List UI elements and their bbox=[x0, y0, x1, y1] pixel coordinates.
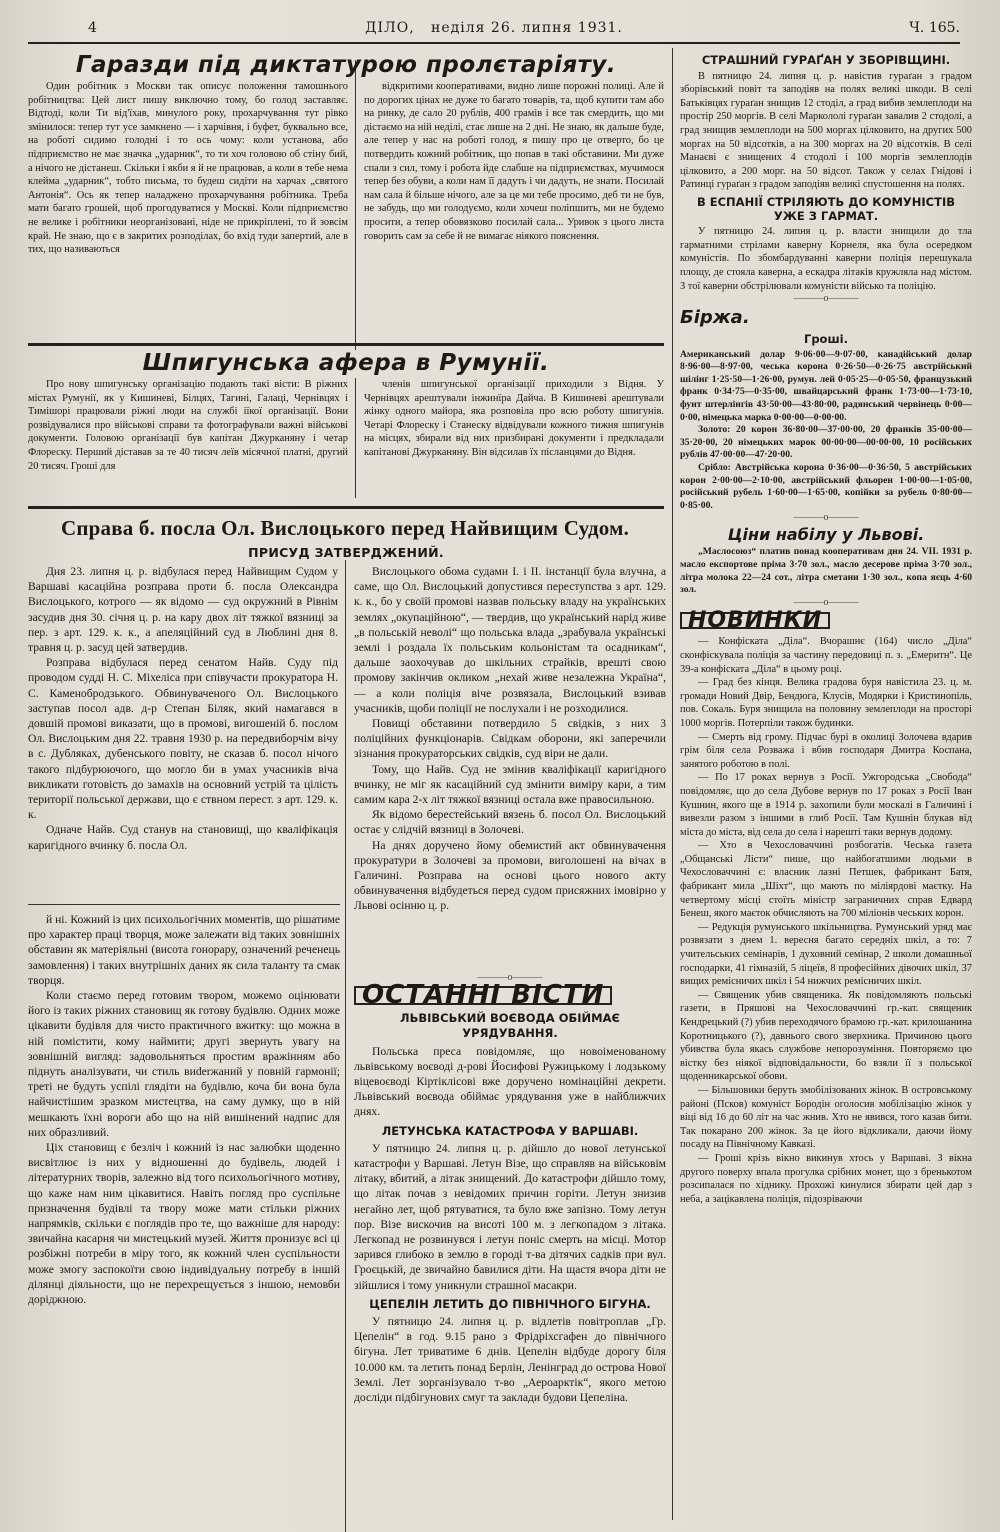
rule-3 bbox=[28, 904, 340, 905]
article-court-p8: На днях доручено йому обемистий акт обвинувачення прокуратури в Золочеві за промови, виголошені на вічах в Галичині. Розправа на основі цього нового акту обвинувачення відбудеться перед судом присяжних імовірно у Львові осінню ц. р. bbox=[354, 838, 666, 913]
last-news-s2-title: ЛЕТУНСЬКА КАТАСТРОФА У ВАРШАВІ. bbox=[381, 1123, 639, 1138]
gold-text: 20 корон 36·80·00—37·00·00, 20 франків 35·00·00—35·20·00, 20 німецьких марок 00·00·00—00·00·00, 10 російських рублів 47·00·00—47·20·00. bbox=[680, 424, 972, 461]
news-title: НОВИНКИ bbox=[680, 612, 830, 630]
article-court-p7: Як відомо берестейський вязень б. посол Ол. Вислоцький остає у слідчій вязниці в Золочеві. bbox=[354, 808, 666, 837]
last-news-s1-text: Польська преса повідомляє, що новоіменованому львівському воєводі д-рові Йосифові Ружицькому і лодзькому віцевоєводі Кіртіклісові вже доручено номінаційні декрети. Львівський воєвода обіймає урядування уже в найближчих днях. bbox=[354, 1044, 666, 1119]
silver-title: Срібло: bbox=[698, 462, 731, 474]
news-item: — Більшовики беруть змобілізованих жінок. В островському районі (Псков) комуніст Бородін оголосив мобілізацію жінок у віці від 16 до 60 літ на час жнив. Хто не явився, того казав бити. Так покарано 200 жінок. За це його відкликали, даючи йому посаду на Північному Кавказі. bbox=[680, 1084, 972, 1151]
article-dictatorship-headline: Гаразди під диктатурою пролєтаріяту. bbox=[75, 52, 617, 78]
news-item: — Град без кінця. Велика градова буря навістила 23. ц. м. громади Новий Двір, Бендюга, Клусів, Модярки і Кристинопіль, пов. Сокаль. Буря знищила на половину землеплоди на просторі 1000 моргів. Потерпіли також будинки. bbox=[680, 677, 972, 729]
article-romania-headline: Шпигунська афера в Румунії. bbox=[142, 350, 550, 376]
last-news-title: ОСТАННІ ВІСТИ bbox=[354, 986, 612, 1005]
news-item: — По 17 роках вернув з Росії. Ужгородська „Свобода“ повідомляє, що до села Дубове вернув по 17 роках з Росії Іван Кушнин, якого ще в 1914 р. захопили були москалі в Галичині і вивезли разом з іншими в глиб Росії. Там Кушнін блукав від міста до міста, від села до села і нарешті таки вернув додому. bbox=[680, 772, 972, 838]
last-news-s3-title: ЦЕПЕЛІН ЛЕТИТЬ ДО ПІВНІЧНОГО БІГУНА. bbox=[369, 1296, 651, 1311]
news-item: — Смерть від грому. Підчас бурі в околиці Золочева вдарив грім біля села Розважа і вбив господаря Дмитра Коспана, занятого роботою в полі. bbox=[680, 731, 972, 770]
last-news-s2-text: У пятницю 24. липня ц. р. дійшло до нової летунської катастрофи у Варшаві. Летун Візе, що справляв на військовім літаку, вбитий, а літак знищений. До катастрофи дійшло тому, що літак почав з невідомих причин горіти. Летун знизив негайно лет, щоб рятуватися, та було вже запізно. Тому летун пор. Візе вискочив на висоті 100 м. з легкопадом з літака. Легкопад не розвинувся і летун поніс смерть на місці. Мотор зарився глибоко в землю в городі т-ва дітячих садків при вул. Гроєцькій, де звичайно бавилися діти. На щастя вчора діти не зійшлися і тому уникнули страшної масакри. bbox=[354, 1141, 666, 1292]
news-item: — Священик убив священика. Як повідомляють польські газети, в Пряшові на Чехословаччині гр.-кат. священик Кендрецький (?) убив переходячого брамою гр.-кат. крилошанина Коротницького (?), давнього свого зверхника. Причиною цього убивства була якась службове непорозуміння. Повторяємо цю вістку без ніякої відповідальности, бо взяли її з польської щоденникарської обови. bbox=[680, 989, 972, 1083]
column-divider-lower bbox=[345, 560, 346, 1532]
last-news-s3-text: У пятницю 24. липня ц. р. відлетів повітроплав „Гр. Цепелін“ в год. 9.15 рано з Фрідріхсгафен до північного бігуна. Лет триватиме 6 днів. Цепелін відбуде дорогу біля 10.000 км. та летить понад Берлін, Ленінград до острова Нової Землі. Лет зорганізувало т-во „Аероарктік“, якого метою досліди підбігунових смуг та заклади будови Цепеліна. bbox=[354, 1315, 666, 1405]
silver-section bbox=[680, 462, 972, 512]
article-court-p6: Тому, що Найв. Суд не змінив кваліфікації каригідного вчинку, не міг як касаційний суд змінити виміру кари, а тим самим кара 2-х літ тяжкої вязниці остала вже правосильною. bbox=[354, 762, 666, 807]
article-court-p5: Повищі обставини потвердило 5 свідків, з них 3 поліційних функціонарів. Свідкам оборони, які заперечили зізнання прокураторських свідків, суд віри не дали. bbox=[354, 717, 666, 761]
money-text: Американський долар 9·06·00—9·07·00, канадійський долар 8·96·00—8·97·00, чеська корона 0·26·50—0·26·75 австрійський шілінг 1·25·50—1·26·00, румун. лей 0·05·25—0·05·50, французький франк 0·34·75—0·35·00, швайцарський франк 1·73·00—1·73·10, фунт штерлінгів 43·50·00—43·80·00, радянський червінець 0·00—0·00, німецька марка 0·00·00—0·00·00. bbox=[680, 348, 972, 423]
article-romania-text2: членів шпигунської організації приходили з Відня. У Чернівцях арештували інжинїра Дайча. В Кишиневі арештували жінку одного майора, яка розповіла про всю роботу шпигунів. Четарі Флореску і Станеску відвідували кожного тижня шпигунів на місцях, збирали від них призбирані документи і предкладали капітанові Джурканяну. Він відсилав їх післанцями до Відня. bbox=[364, 379, 664, 458]
money-title: Гроші. bbox=[804, 332, 848, 347]
storm-title: СТРАШНИЙ ГУРАҐАН У ЗБОРІВЩИНІ. bbox=[701, 53, 951, 67]
last-news-s1-title: ЛЬВІВСЬКИЙ ВОЄВОДА ОБІЙМАЄ УРЯДУВАННЯ. bbox=[400, 1011, 620, 1041]
storm-text: В пятницю 24. липня ц. р. навістив гураґан з градом зборівський повіт та заподіяв на полях великі шкоди. В селі Батьківцях гураґан знищив 12 стоділ, а град вибив землеплоди на простір 250 моргів. В селі Маркололі гураґан завалив 2 стодолі, а град знищив землеплоди на 500 моргах цілковито, на других 500 моргах на 50 відсотків, а на 300 моргах на 20 відсотків. В селі Манаєві є знищених 4 стодолі і 100 моргів землеплодів цілковито, а 200 морг. на 50 відсот. Також у селах Гнідові і Ратинці гураґан з градом заподіяв великі спустошення на полях. bbox=[680, 70, 972, 191]
news-item: — Хто в Чехословаччині розбогатів. Чеська газета „Общанські Лісти“ пише, що найбогатшими людьми в Чехословаччині є: власник лазні Петшек, фабрикант Батя, фабрикант мила „Шіхт“, що мають по міліярдові маєтку. На четвертому місці стоїть міністр заграничних справ Едвард Бенеш, якого маєток обчисляють на 700 міліонів чеських корон. bbox=[680, 840, 972, 920]
article-court-p4: Вислоцького обома судами І. і ІІ. інстанції була влучна, а саме, що Ол. Вислоцький допустився переступства з арт. 129. к. к., бо у своїй промові назвав польську владу на українських землях „окупаційною“, — твердив, що український нарід живе „в польській неволі“ що польська влада „зрабувала українські землі і роздала їх польським кольоністам та осадникам“, дальше заохочував до шкільних страйків, врешті свою промову закінчив окликом „нехай живе незалежна Україна“, — а коли поліція віче розвязала, Вислоцький взивав учасників, щоби поліції не послухали і не розходилися. bbox=[354, 565, 666, 715]
article-court-p1: Дня 23. липня ц. р. відбулася перед Найвищим Судом у Варшаві касаційна розправа проти б. посла Олександра Вислоцького, котрого — як відомо — суд окружний в Рівнім засудив дня 30. січня ц. р. на кару двох літ тяжкої вязниці за пер. з арт. 129. к. к., а апеляційний суд в Люблині дня 8. травня ц. р. засуд цей затвердив. bbox=[28, 565, 338, 655]
spain-title: В ЕСПАНІЇ СТРІЛЯЮТЬ ДО КОМУНІСТІВ УЖЕ З ГАРМАТ. bbox=[696, 194, 956, 223]
rule-1 bbox=[28, 343, 664, 346]
issue-number: Ч. 165. bbox=[909, 20, 960, 36]
column-divider-art2 bbox=[355, 378, 356, 498]
article-architecture-p1: й ні. Кожний із цих психольогічних моментів, що рішатиме про характер праці творця, може залежати від таких зовнішніх обставин як матеріяльні (висота гонорару, означений реченець замовлення) і таких внутрішніх даних як сила таланту та смак творця. bbox=[28, 913, 340, 987]
article-dictatorship-text1: Один робітник з Москви так описує положення тамошнього робітництва: Цей лист пишу виключно тому, бо голод заставляє. Відтоді, коли Ти від'їхав, минулого року, прохарчування тут рівко змінилося: тепер тут усе замкнено — і харчівня, і буфет, буквально все, на роботі сидимо голодні і то ось чому: коли установа, або підприємство не має значка „ударник“, то ти хоч головою об стіну бий, а нічого не дістанеш. Скільки і якби я й не працював, а коли в тебе нема клейма „ударник“, тобто письма, то будеш сидіти на харчах „святого Антонія“. Ось як тепер наладжено прохарчування робітника. Треба мати багато грошей, щоб прогодуватися у Москві. Коли підприємство не велике і робітники неорганізовані, ніде не прикріплені, то й зовсім край. Не знаю, що є в закритих розподілах, бо вхід туди запертий, але в тих, що називаються bbox=[28, 81, 348, 256]
article-court-col2 bbox=[354, 564, 666, 972]
masthead-title-date bbox=[28, 20, 960, 36]
issue-date: неділя 26. липня 1931. bbox=[431, 20, 623, 36]
page-number: 4 bbox=[88, 20, 97, 36]
article-dictatorship-text2: відкритими кооперативами, видно лише порожні полиці. Але й по дорогих цінах не дуже то багато товарів, та, щоб купити там або на ринку, де сало 20 рублів, 400 грамів і все так смердить, що ми дістаємо на ній неділі, стає лише на 2 дні. Не знаю, як дальше буде, але тепер у нас на роботі голод, я пишу про це отверто, бо це потвердить кожний робітник, що попав в такі обставини. Ми дуже спали з сил, тому і робота йде слабше на підприємствах, мучимося тепер без обуви, а коли нам її дадуть і чи дадуть, не знати. Посилай нам сала й більше нічого, але за це ми тебе просимо, деб ти не був, не забудь, що ми голодуємо, коли хочеш поліпшить, ми не будемо просити, а тепер обовязково посилай сала... Уривок з цього листа говорить сам за себе й не вимагає ніякого пояснення. bbox=[364, 81, 664, 242]
right-column: СТРАШНИЙ ГУРАҐАН У ЗБОРІВЩИНІ. В пятницю 24. липня ц. р. навістив гураґан з градом зборівський повіт та заподіяв на полях великі шкоди. В селі Батьківцях гураґан знищив 12 стоділ, а град вибив землеплоди на простір 250 моргів. В селі Маркололі гураґан завалив 2 стодолі, а град знищив землеплоди на 500 моргах цілковито, на других 500 моргах на 50 відсотків, а на 300 моргах на 20 відсотків. В селі Манаєві є знищених 4 стодолі і 100 моргів землеплодів цілковито, а 200 морг. на 50 відсот. Також у селах Гнідові і Ратинці гураґан з градом заподіяв великі спустошення на полях. В ЕСПАНІЇ СТРІЛЯЮТЬ ДО КОМУНІСТІВ УЖЕ З ГАРМАТ. У пятницю 24. липня ц. р. власти знищили до тла гарматними стрілами каверну Корнеля, яка була осередком комуністів. По збомбардуванні каверни поліція перешукала площу, де стояла каверна, а ескадра літаків кружляла над містом. З тої каверни обстрілювали комуністи військо та поліцію. ———o——— Біржа. Гроші. Американський долар 9·06·00—9·07·00, канадійський долар 8·96·00—8·97·00, чеська корона 0·26·50—0·26·75 австрійський шілінг 1·25·50—1·26·00, румун. лей 0·05·25—0·05·50, французький франк 0·34·75—0·35·00, швайцарський франк 1·73·00—1·73·10, фунт штерлінгів 43·50·00—43·80·00, радянський червінець 0·00—0·00, німецька марка 0·00·00—0·00·00. Золото: 20 корон 36·80·00—37·00·00, 20 франків 35·00·00—35·20·00, 20 німецьких марок 00·00·00—00·00·00, 10 російських рублів 47·00·00—47·20·00. Срібло: Австрійська корона 0·36·00—0·36·50, 5 австрійських корон 2·00·00—2·10·00, австрійський фльорен 1·00·00—1·05·00, російський рубель 1·60·00—1·65·00, копійки за рубель 0·80·00—0·85·00. ———o——— Ціни набілу у Львові. „Маслосоюз“ платив понад кооперативам дня 24. VII. 1931 р. масло експортове пріма 3·70 зол., масло десерове пріма 3·70 зол., літра молока 22—24 сот., літра сметани 1·30 зол., копа яєць 4·60 зол. ———o——— НОВИНКИ — Конфіската „Діла“. Вчорашнє (164) число „Діла“ сконфіскувала поліція за частину передовиці п. з. „Емеритн“. Це 39-а конфіската „Діла“ в цьому році. — Град без кінця. Велика градова буря навістила 23. ц. м. громади Новий Двір, Бендюга, Клусів, Модярки і Кристинопіль, пов. Сокаль. Буря знищила на половину землеплоди на просторі 1000 моргів. Потерпіли також будинки. — Смерть від грому. Підчас бурі в околиці Золочева вдарив грім біля села Розважа і вбив господаря Дмитра Коспана, занятого роботою в полі. — По 17 роках вернув з Росії. Ужгородська „Свобода“ повідомляє, що до села Дубове вернув по 17 роках з Росії Іван Кушнин, якого ще в 1914 р. захопили були москалі в Галичині і вивезли разом з іншими в глиб Росії. Там Кушнін блукав від міста до міста, від села до села і нарешті таки вернув додому. — Хто в Чехословаччині розбогатів. Чеська газета „Общанські Лісти“ пише, що найбогатшими людьми в Чехословаччині є: власник лазні Петшек, фабрикант Батя, фабрикант мила „Шіхт“, що мають по міліярдові маєтку. На четвертому місці стоїть міністр заграничних справ Едвард Бенеш, якого маєток обчисляють на 700 міліонів чеських корон. — Редукція румунського шкільництва. Румунський уряд має розвязати з днем 1. вересня багато середніх шкіл, а то: 7 учительських семінарів, 1 духовний семінар, 2 школи домашньої господарки, 41 гімназій, 5 ліцеїв, 8 професійних дівочих шкіл, 37 вищих ремісничих шкіл і 54 нижчих ремісничих шкіл. — Священик убив священика. Як повідомляють польські газети, в Пряшові на Чехословаччині гр.-кат. священик Кендрецький (?) убив переходячого брамою гр.-кат. крилошанина Коротницького (?), давнього свого зверхника. Причиною цього убивства була якась службове непорозуміння. Повторяємо цю вістку без ніякої відповідальности, бо взяли її з польської щоденникарської обови. — Більшовики беруть змобілізованих жінок. В островському районі (Псков) комуніст Бородін оголосив мобілізацію жінок у віці від 16 до 60 літ на час жнив. Хто не явився, того казав бити. Так покарано 200 жінок. За це його відкликали, даючи йому посаду на Північному Кавказі. — Гроші крізь вікно викинув хтось у Варшаві. З вікна другого поверху впала прогулка срібних монет, що з бренькотом розсипалася по хіднику. Прохожі кинулися збирати цей дар з неба, а зацікавлена поліція, підозріваючи bbox=[680, 53, 972, 1205]
article-dictatorship-col2 bbox=[364, 80, 664, 342]
article-romania-text1: Про нову шпигунську організацію подають такі вісти: В ріжних містах Румунії, як у Кишиневі, Білцях, Тагині, Галаці, Чернівцях і Тимішорі працювали ріжні люди на службі іїкої організації. Вони розвідувалися про військові справи та фотографували важні військові документи. Головою організації був капітан Джурканяну і четар Флореску. Перший діставав за те 40 тисяч леїв місячної платні, другий 20 тисяч. Гроші для bbox=[28, 379, 348, 472]
gold-section bbox=[680, 424, 972, 462]
news-item: — Конфіската „Діла“. Вчорашнє (164) число „Діла“ сконфіскувала поліція за частину передовиці п. з. „Емеритн“. Це 39-а конфіската „Діла“ в цьому році. bbox=[680, 636, 972, 675]
last-news-section: ———o——— ОСТАННІ ВІСТИ ЛЬВІВСЬКИЙ ВОЄВОДА ОБІЙМАЄ УРЯДУВАННЯ. Польська преса повідомляє, що новоіменованому львівському воєводі д-рові Йосифові Ружицькому і лодзькому віцевоєводі Кіртіклісові вже доручено номінаційні декрети. Львівський воєвода обіймає урядування уже в найближчих днях. ЛЕТУНСЬКА КАТАСТРОФА У ВАРШАВІ. У пятницю 24. липня ц. р. дійшло до нової летунської катастрофи у Варшаві. Летун Візе, що справляв на військовім літаку, вбитий, а літак знищений. До катастрофи дійшло тому, що літак почав з невідомих причин горіти. Летун знизив негайно лет, щоб рятуватися, та було вже запізно. Тому летун пор. Візе вискочив на висоті 100 м. з легкопадом з літака. Легкопад не розвинувся і летун поніс смерть на місці. Мотор зарився глибоко в землю в городі т-ва дітячих садків при вул. Гроєцькій, де звичайно бавилися діти. На щастя вчора діти не зійшлися і тому уникнули страшної масакри. ЦЕПЕЛІН ЛЕТИТЬ ДО ПІВНІЧНОГО БІГУНА. У пятницю 24. липня ц. р. відлетів повітроплав „Гр. Цепелін“ в год. 9.15 рано з Фрідріхсгафен до північного бігуна. Лет триватиме 6 днів. Цепелін відбуде дорогу біля 10.000 км. та летить понад Берлін, Ленінград до острова Нової Землі. Лет зорганізувало т-во „Аероарктік“, якого метою досліди підбігунових смуг та заклади будови Цепеліна. bbox=[354, 972, 666, 1405]
prices-text: „Маслосоюз“ платив понад кооперативам дня 24. VII. 1931 р. масло експортове пріма 3·70 зол., масло десерове пріма 3·70 зол., літра молока 22—24 сот., літра сметани 1·30 зол., копа яєць 4·60 зол. bbox=[680, 546, 972, 596]
article-architecture-col bbox=[28, 912, 340, 1520]
bourse-title: Біржа. bbox=[680, 307, 750, 329]
rule-2 bbox=[28, 506, 664, 509]
column-divider-art1 bbox=[355, 60, 356, 350]
silver-text: Австрійська корона 0·36·00—0·36·50, 5 австрійських корон 2·00·00—2·10·00, австрійський фльорен 1·00·00—1·05·00, російський рубель 1·60·00—1·65·00, копійки за рубель 0·80·00—0·85·00. bbox=[680, 462, 972, 511]
article-architecture-p2: Коли стаємо перед готовим твором, можемо оцінювати його із таких ріжних становищ як готову будівлю. Одних може цікавити будівля для чисто практичного вжитку: що можна в ній помістити, кому наймити; другі звернуть увагу на зовнішній вигляд: задовольняться простим вражінням або піднуть аналізувати, чи стиль виderжаний у повній гармонії; треті не будуть успілі глядіти на будівлю, коча би вона була найчистішим зразком мистецтва, на саму думку, що в ній мешкають їхні вороги або що на ній вишінений надпис для них образливий. bbox=[28, 989, 340, 1139]
article-court-headline: Справа б. посла Ол. Вислоцького перед Найвищим Судом. bbox=[60, 516, 630, 540]
news-item: — Редукція румунського шкільництва. Румунський уряд має розвязати з днем 1. вересня багато середніх шкіл, а то: 7 учительських семінарів, 1 духовний семінар, 2 школи домашньої господарки, 41 гімназій, 5 ліцеїв, 8 професійних дівочих шкіл, 37 вищих ремісничих шкіл і 54 нижчих ремісничих шкіл. bbox=[680, 921, 972, 988]
article-romania-col1 bbox=[28, 378, 348, 500]
column-divider-right bbox=[672, 48, 673, 1520]
article-dictatorship-col1 bbox=[28, 80, 348, 342]
article-court-subtitle: ПРИСУД ЗАТВЕРДЖЕНИЙ. bbox=[248, 545, 444, 560]
article-romania-col2 bbox=[364, 378, 664, 500]
news-item: — Гроші крізь вікно викинув хтось у Варшаві. З вікна другого поверху впала прогулка срібних монет, що з бренькотом розсипалася по хіднику. Прохожі кинулися збирати цей дар з неба, а зацікавлена поліція, підозріваючи bbox=[680, 1152, 972, 1205]
article-architecture-p3: Ціх становищ є безліч і кожний із нас залюбки щоденно висвітлює із них у відношенні до будівель, людей і літературних творів, залежно від того психольогічного мотиву, що каже нам ним цікавитися. Навіть погляд про суспільне призначення будівлі та твору може мати стільки ріжних напрямків, скільки є поглядів про те, що важніше для народу: звичайна касарня чи мистецький музей. Життя пронизує всі ці розбіжні потреби в міру того, як кожний член суспільности може змогу заспокоїти свою індивідуальну потребу в іншій ділянці діяльности, що не перехрещується з іншою, немовби доріджною. bbox=[28, 1141, 340, 1307]
masthead bbox=[28, 18, 960, 44]
spain-text: У пятницю 24. липня ц. р. власти знищили до тла гарматними стрілами каверну Корнеля, яка була осередком комуністів. По збомбардуванні каверни поліція перешукала площу, де стояла каверна, а ескадра літаків кружляла над містом. З тої каверни обстрілювали комуністи військо та поліцію. bbox=[680, 226, 972, 292]
prices-title: Ціни набілу у Львові. bbox=[727, 525, 925, 545]
gold-title: Золото: bbox=[698, 424, 731, 436]
article-court-col1 bbox=[28, 564, 338, 894]
article-court-p2: Розправа відбулася перед сенатом Найв. Суду під проводом судді Н. С. Міхеліса при співучасти прокуратора Н. С. Каменобродзького. Обвинуваченого Ол. Вислоцького заступав посол адв. д-р Степан Біляк, який намагався в довшій промові виказати, що в промові, вигошеній б. послом Ол. Вислоцьким дня 22. травня 1930 р. на передвиборчім вічу в с. Дубляках, дубенського повіту, не сказав б. посол нічого такого підбурюючого, що могло би в умах учасників віча викликати готовість до замахів на основний устрій та цілість території польської держави, що є ствном перест. з арт. 129. к. к. bbox=[28, 656, 338, 822]
newspaper-title: ДІЛО, bbox=[365, 20, 415, 36]
article-court-p3: Одначе Найв. Суд станув на становищі, що кваліфікація каригідного вчинку б. посла Ол. bbox=[28, 823, 338, 852]
